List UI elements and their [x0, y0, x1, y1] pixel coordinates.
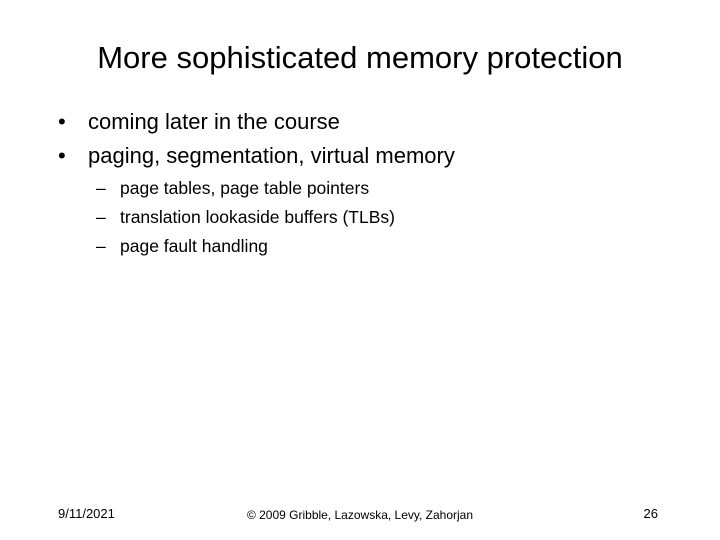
bullet-list	[58, 105, 455, 173]
bullet-item	[58, 139, 455, 173]
bullet-text: paging, segmentation, virtual memory	[88, 143, 455, 168]
sub-bullet-item	[96, 174, 395, 203]
footer-page-number: 26	[643, 506, 658, 521]
sub-bullet-text: translation lookaside buffers (TLBs)	[120, 207, 395, 227]
footer-copyright: © 2009 Gribble, Lazowska, Levy, Zahorjan	[246, 508, 474, 522]
bullet-item	[58, 105, 455, 139]
sub-bullet-text: page fault handling	[120, 236, 268, 256]
dash-marker: –	[96, 207, 106, 227]
sub-bullet-list	[96, 174, 395, 261]
dash-marker: –	[96, 236, 106, 256]
bullet-text: coming later in the course	[88, 109, 340, 134]
sub-bullet-item	[96, 203, 395, 232]
slide-title: More sophisticated memory protection	[97, 40, 623, 75]
dash-marker: –	[96, 178, 106, 198]
bullet-marker: •	[58, 109, 66, 134]
bullet-marker: •	[58, 143, 66, 168]
footer-date: 9/11/2021	[58, 506, 115, 521]
sub-bullet-text: page tables, page table pointers	[120, 178, 370, 198]
sub-bullet-item	[96, 232, 395, 261]
